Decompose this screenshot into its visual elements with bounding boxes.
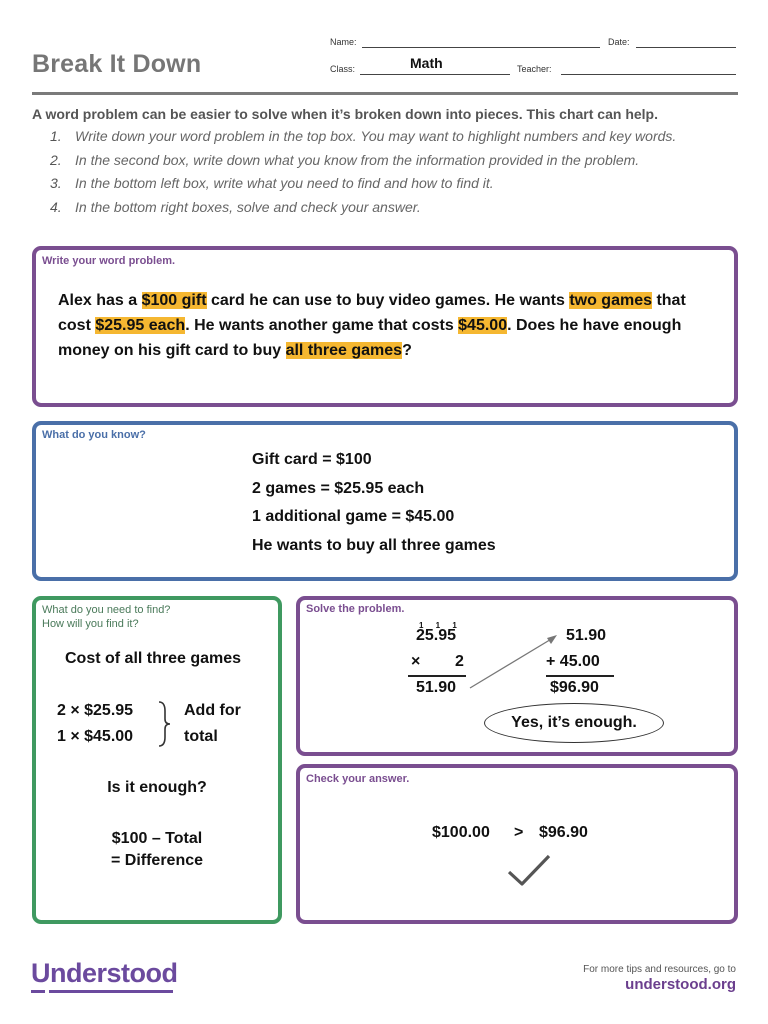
brand-logo: Understood xyxy=(31,958,178,988)
teacher-label: Teacher: xyxy=(517,64,552,74)
check-label: Check your answer. xyxy=(306,773,410,785)
solve-label: Solve the problem. xyxy=(306,603,405,615)
add-instruction: Add for xyxy=(184,702,241,719)
known-fact: He wants to buy all three games xyxy=(252,537,496,554)
conclusion-text: Yes, it’s enough. xyxy=(511,714,637,731)
what-you-know-box[interactable] xyxy=(32,421,738,581)
multiplier: 2 xyxy=(455,653,464,670)
intro-text: A word problem can be easier to solve when it’s broken down into pieces. This chart can help. xyxy=(32,106,658,122)
date-label: Date: xyxy=(608,37,630,47)
date-field[interactable] xyxy=(636,47,736,48)
instruction-step: 2. In the second box, write down what you know from the information provided in the problem. xyxy=(50,151,640,168)
add-instruction: total xyxy=(184,728,218,745)
instruction-list xyxy=(50,127,676,221)
carry-digits: 1 1 1 xyxy=(419,621,462,630)
footer-link[interactable]: understood.org xyxy=(625,976,736,993)
find-expression: 2 × $25.95 xyxy=(57,702,134,719)
class-value: Math xyxy=(410,55,443,71)
difference-formula: = Difference xyxy=(110,852,204,869)
what-to-find-box[interactable] xyxy=(32,596,282,924)
brand-underline xyxy=(31,990,173,994)
what-you-know-label: What do you know? xyxy=(42,429,146,441)
teacher-field[interactable] xyxy=(561,74,736,75)
addend: 51.90 xyxy=(566,627,607,644)
known-fact: 1 additional game = $45.00 xyxy=(252,508,455,525)
highlight: two games xyxy=(569,292,652,309)
word-problem-label: Write your word problem. xyxy=(42,255,176,267)
sum-rule xyxy=(408,675,466,677)
check-box[interactable] xyxy=(296,764,738,924)
product: 51.90 xyxy=(416,679,457,696)
highlight: $45.00 xyxy=(458,317,508,334)
instruction-step: 3. In the bottom left box, write what you need to find and how to find it. xyxy=(50,175,494,191)
known-fact: Gift card = $100 xyxy=(252,451,372,468)
instruction-step: 4. In the bottom right boxes, solve and check your answer. xyxy=(50,198,421,215)
header-divider xyxy=(32,92,738,95)
checkmark-icon xyxy=(506,852,552,888)
highlight: $25.95 each xyxy=(95,317,186,334)
check-left-value: $100.00 xyxy=(432,824,490,841)
enough-question: Is it enough? xyxy=(107,779,207,796)
conclusion-oval xyxy=(484,703,664,743)
instruction-step: 1. Write down your word problem in the top box. You may want to highlight numbers and key words. xyxy=(50,128,677,144)
check-right-value: $96.90 xyxy=(539,824,588,841)
highlight: all three games xyxy=(285,342,403,359)
footer-note: For more tips and resources, go to xyxy=(583,964,736,975)
class-field[interactable] xyxy=(360,74,510,75)
greater-than-sign: > xyxy=(514,824,524,841)
known-fact: 2 games = $25.95 each xyxy=(252,480,425,497)
multiplicand: 25.95 xyxy=(416,627,457,644)
find-expression: 1 × $45.00 xyxy=(57,728,134,745)
curly-brace-icon xyxy=(156,699,172,749)
addend: + 45.00 xyxy=(546,653,600,670)
difference-formula: $100 – Total xyxy=(111,830,203,847)
total: $96.90 xyxy=(550,679,599,696)
multiply-sign: × xyxy=(411,653,421,670)
class-label: Class: xyxy=(330,64,356,74)
page-title: Break It Down xyxy=(32,50,202,78)
sum-rule xyxy=(546,675,614,677)
find-goal: Cost of all three games xyxy=(65,650,242,667)
name-label: Name: xyxy=(330,37,357,47)
highlight: $100 gift xyxy=(141,292,207,309)
name-field[interactable] xyxy=(362,47,600,48)
what-to-find-label: What do you need to find? How will you find it? xyxy=(42,604,171,630)
word-problem-text: Alex has a $100 gift card he can use to buy video games. He wants two games that cost $25.95 each. He wants another game that costs $45.00. Does he have enough money on his gift card to buy all three games? xyxy=(58,292,686,359)
